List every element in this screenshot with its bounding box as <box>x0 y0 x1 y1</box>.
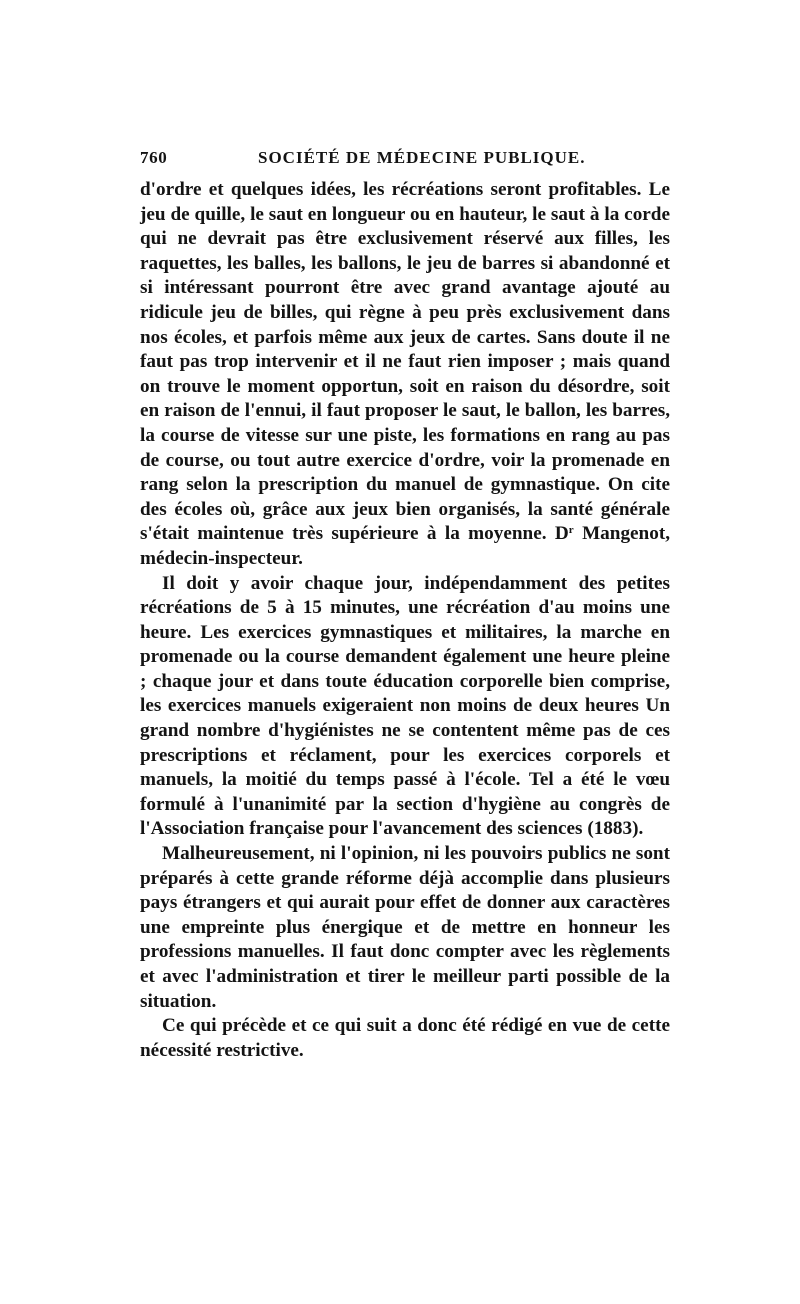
header-title: SOCIÉTÉ DE MÉDECINE PUBLIQUE. <box>258 148 586 167</box>
paragraph-1-text: d'ordre et quelques idées, les récréations seront profitables. Le jeu de quille, le saut en longueur ou en hauteur, le saut à la corde qui ne devrait pas être exclusivement réservé aux filles, les raquettes, les balles, les ballons, le jeu de barres si abandonné et si intéressant pourront être avec grand avantage ajouté au ridicule jeu de billes, qui règne à peu près exclusivement dans nos écoles, et parfois même aux jeux de cartes. Sans doute il ne faut pas trop intervenir et il ne faut rien imposer ; mais quand on trouve le moment opportun, soit en raison du désordre, soit en raison de l'ennui, il faut proposer le saut, le ballon, les barres, la course de vitesse sur une piste, les formations en rang au pas de course, ou tout autre exercice d'ordre, voir la promenade en rang selon la prescription du manuel de gymnastique. On cite des écoles où, grâce aux jeux bien organisés, la santé générale s'était maintenue très supérieure à la moyenne. D <box>140 179 670 545</box>
doctor-abbreviation-superscript: r <box>568 524 574 537</box>
running-head <box>140 148 670 178</box>
paragraph-4: Ce qui précède et ce qui suit a donc été rédigé en vue de cette nécessité restrictive. <box>140 1015 670 1061</box>
paragraph-2: Il doit y avoir chaque jour, indépendamment des petites récréations de 5 à 15 minutes, une récréation d'au moins une heure. Les exercices gymnastiques et militaires, la marche en promenade ou la course demandent également une heure pleine ; chaque jour et dans toute éducation corporelle bien comprise, les exercices manuels exigeraient non moins de deux heures Un grand nombre d'hygiénistes ne se contentent même pas de ces prescriptions et réclament, pour les exercices corporels et manuels, la moitié du temps passé à l'école. Tel a été le vœu formulé à l'unanimité par la section d'hygiène au congrès de l'Association française pour l'avancement des sciences (1883). <box>140 572 670 840</box>
paragraph-3: Malheureusement, ni l'opinion, ni les pouvoirs publics ne sont préparés à cette grande réforme déjà accomplie dans plusieurs pays étrangers et qui aurait pour effet de donner aux caractères une empreinte plus énergique et de mettre en honneur les professions manuelles. Il faut donc compter avec les règlements et avec l'administration et tirer le meilleur parti possible de la situation. <box>140 843 670 1012</box>
body-text <box>140 178 670 1063</box>
paragraph-1 <box>140 178 670 572</box>
book-page <box>140 148 670 1063</box>
paragraph-1-text-end: Mangenot, médecin-inspecteur. <box>140 523 671 569</box>
page-number: 760 <box>140 148 168 167</box>
